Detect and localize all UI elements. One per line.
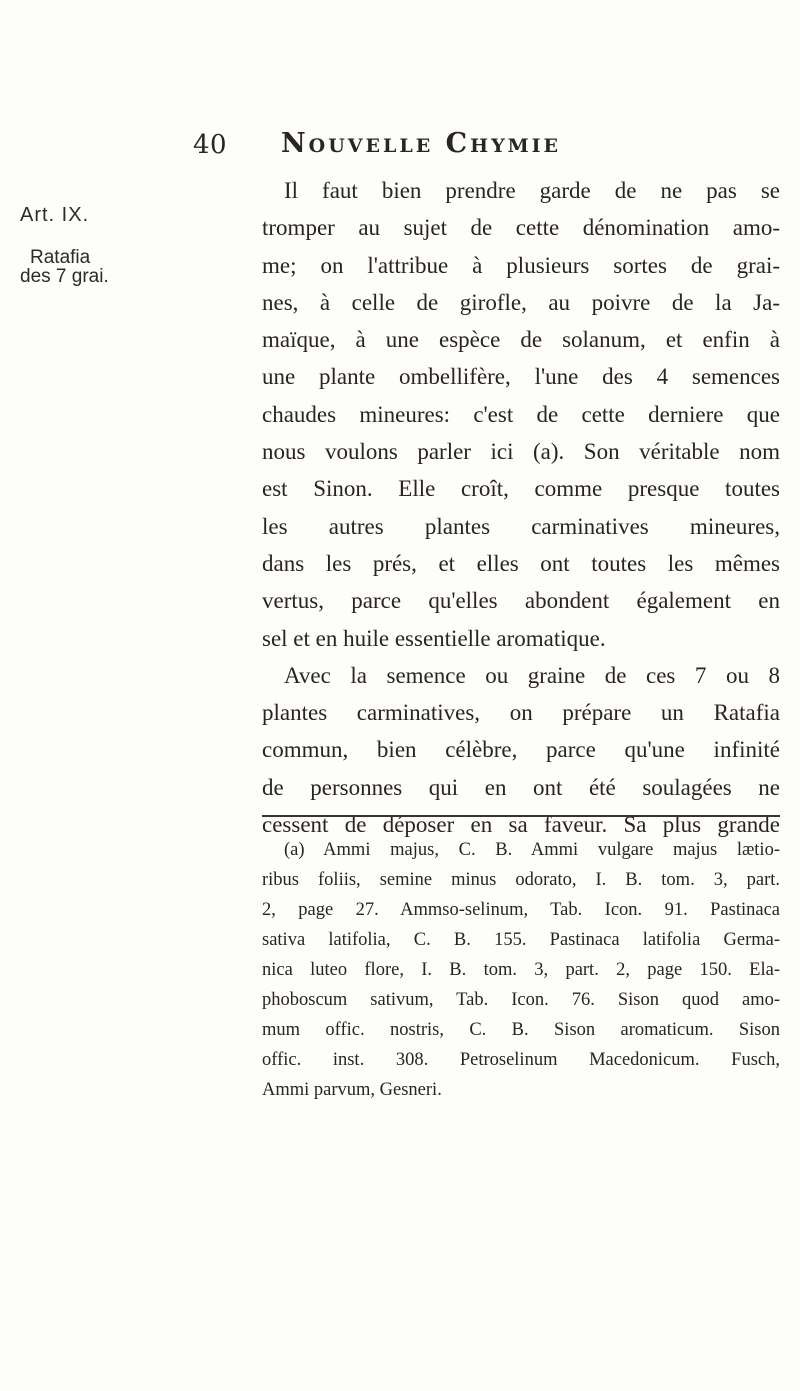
margin-note-line-2: des 7 grai. bbox=[20, 266, 109, 287]
body-line: chaudes mineures: c'est de cette derniere que bbox=[262, 401, 780, 427]
footnote-line: Ammi parvum, Gesneri. bbox=[262, 1080, 442, 1100]
body-line: vertus, parce qu'elles abondent également en bbox=[262, 588, 780, 614]
body-line: les autres plantes carminatives mineures, bbox=[262, 513, 780, 539]
footnote-line: 2, page 27. Ammso-selinum, Tab. Icon. 91. Pastinaca bbox=[262, 900, 780, 920]
footnote-line: (a) Ammi majus, C. B. Ammi vulgare majus lætio- bbox=[284, 840, 780, 860]
margin-note-line-1: Ratafia bbox=[30, 247, 91, 268]
body-line: une plante ombellifère, l'une des 4 semences bbox=[262, 364, 780, 390]
body-line: est Sinon. Elle croît, comme presque toutes bbox=[262, 476, 780, 502]
body-line: nous voulons parler ici (a). Son véritable nom bbox=[262, 439, 780, 465]
body-line: nes, à celle de girofle, au poivre de la Ja- bbox=[262, 289, 780, 315]
body-line: tromper au sujet de cette dénomination amo- bbox=[262, 215, 780, 241]
footnote-line: phoboscum sativum, Tab. Icon. 76. Sison quod amo- bbox=[262, 990, 780, 1010]
footnote-line: nica luteo flore, I. B. tom. 3, part. 2, page 150. Ela- bbox=[262, 960, 780, 980]
body-line: maïque, à une espèce de solanum, et enfin à bbox=[262, 327, 780, 353]
body-line: me; on l'attribue à plusieurs sortes de grai- bbox=[262, 252, 780, 278]
footnote-divider bbox=[262, 815, 780, 817]
footnote bbox=[262, 835, 780, 1105]
running-head bbox=[193, 128, 653, 162]
body-line: cessent de déposer en sa faveur. Sa plus grande bbox=[262, 812, 780, 838]
footnote-line: ribus foliis, semine minus odorato, I. B. tom. 3, part. bbox=[262, 870, 780, 890]
footnote-line: mum offic. nostris, C. B. Sison aromaticum. Sison bbox=[262, 1020, 780, 1040]
running-title: Nouvelle Chymie bbox=[281, 128, 562, 159]
body-text bbox=[262, 172, 780, 843]
body-line: commun, bien célèbre, parce qu'une infinité bbox=[262, 737, 780, 763]
body-line: Avec la semence ou graine de ces 7 ou 8 bbox=[284, 662, 780, 688]
page-number: 40 bbox=[193, 130, 228, 160]
margin-article-number: Art. IX. bbox=[20, 204, 90, 226]
body-line: plantes carminatives, on prépare un Ratafia bbox=[262, 700, 780, 726]
body-line: sel et en huile essentielle aromatique. bbox=[262, 625, 606, 651]
body-line: de personnes qui en ont été soulagées ne bbox=[262, 774, 780, 800]
footnote-line: offic. inst. 308. Petroselinum Macedonicum. Fusch, bbox=[262, 1050, 780, 1070]
body-line: dans les prés, et elles ont toutes les mêmes bbox=[262, 550, 780, 576]
footnote-line: sativa latifolia, C. B. 155. Pastinaca latifolia Germa- bbox=[262, 930, 780, 950]
body-line: Il faut bien prendre garde de ne pas se bbox=[284, 178, 780, 203]
